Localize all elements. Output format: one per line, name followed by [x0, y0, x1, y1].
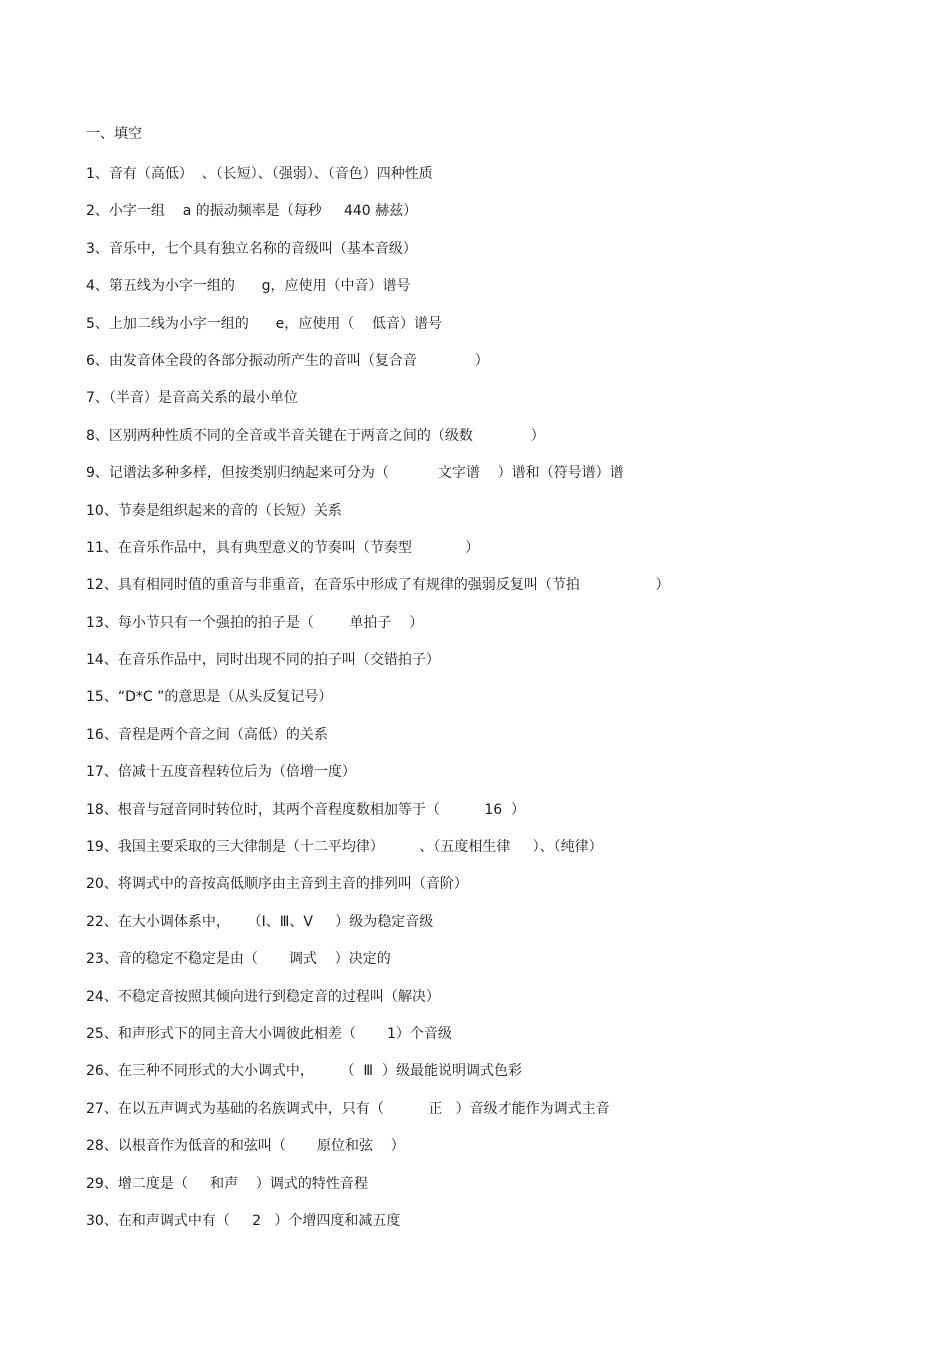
- list-item: 6、由发音体全段的各部分振动所产生的音叫（复合音 ）: [86, 352, 489, 369]
- list-item: 30、在和声调式中有（ 2 ）个增四度和减五度: [86, 1212, 401, 1229]
- list-item: 29、增二度是（ 和声 ）调式的特性音程: [86, 1175, 368, 1192]
- list-item: 17、倍减十五度音程转位后为（倍增一度）: [86, 764, 356, 781]
- list-item: 20、将调式中的音按高低顺序由主音到主音的排列叫（音阶）: [86, 876, 468, 893]
- list-item: 18、根音与冠音同时转位时，其两个音程度数相加等于（ 16 ）: [86, 801, 526, 818]
- list-item: 4、第五线为小字一组的 g，应使用（中音）谱号: [86, 278, 411, 295]
- list-item: 16、音程是两个音之间（高低）的关系: [86, 726, 328, 743]
- list-item: 5、上加二线为小字一组的 e，应使用（ 低音）谱号: [86, 315, 443, 332]
- list-item: 26、在三种不同形式的大小调式中， （ Ⅲ ）级最能说明调式色彩: [86, 1063, 522, 1080]
- list-item: 13、每小节只有一个强拍的拍子是（ 单拍子 ）: [86, 614, 424, 631]
- list-item: 15、“D*C ”的意思是（从头反复记号）: [86, 689, 333, 706]
- list-item: 19、我国主要采取的三大律制是（十二平均律） 、（五度相生律 ）、（纯律）: [86, 839, 603, 856]
- list-item: 28、以根音作为低音的和弦叫（ 原位和弦 ）: [86, 1138, 405, 1155]
- list-item: 25、和声形式下的同主音大小调彼此相差（ 1）个音级: [86, 1025, 452, 1042]
- list-item: 14、在音乐作品中，同时出现不同的拍子叫（交错拍子）: [86, 652, 440, 669]
- section-title: 一、填空: [86, 126, 142, 142]
- list-item: 27、在以五声调式为基础的名族调式中，只有（ 正 ）音级才能作为调式主音: [86, 1100, 610, 1117]
- list-item: 10、节奏是组织起来的音的（长短）关系: [86, 502, 342, 519]
- list-item: 22、在大小调体系中， （Ⅰ、Ⅲ、Ⅴ ）级为稳定音级: [86, 913, 434, 930]
- list-item: 23、音的稳定不稳定是由（ 调式 ）决定的: [86, 951, 391, 968]
- list-item: 2、小字一组 a 的振动频率是（每秒 440 赫兹）: [86, 203, 418, 220]
- fill-in-blank-list: [86, 164, 906, 1248]
- list-item: 1、音有（高低） 、（长短）、（强弱）、（音色）四种性质: [86, 166, 433, 182]
- list-item: 9、记谱法多种多样，但按类别归纳起来可分为（ 文字谱 ）谱和（符号谱）谱: [86, 465, 624, 482]
- list-item: 11、在音乐作品中，具有典型意义的节奏叫（节奏型 ）: [86, 539, 480, 556]
- list-item: 8、区别两种性质不同的全音或半音关键在于两音之间的（级数 ）: [86, 427, 545, 444]
- list-item: 7、（半音）是音高关系的最小单位: [86, 390, 298, 407]
- list-item: 3、音乐中，七个具有独立名称的音级叫（基本音级）: [86, 240, 417, 257]
- list-item: 24、不稳定音按照其倾向进行到稳定音的过程叫（解决）: [86, 988, 440, 1005]
- list-item: 12、具有相同时值的重音与非重音，在音乐中形成了有规律的强弱反复叫（节拍 ）: [86, 577, 670, 594]
